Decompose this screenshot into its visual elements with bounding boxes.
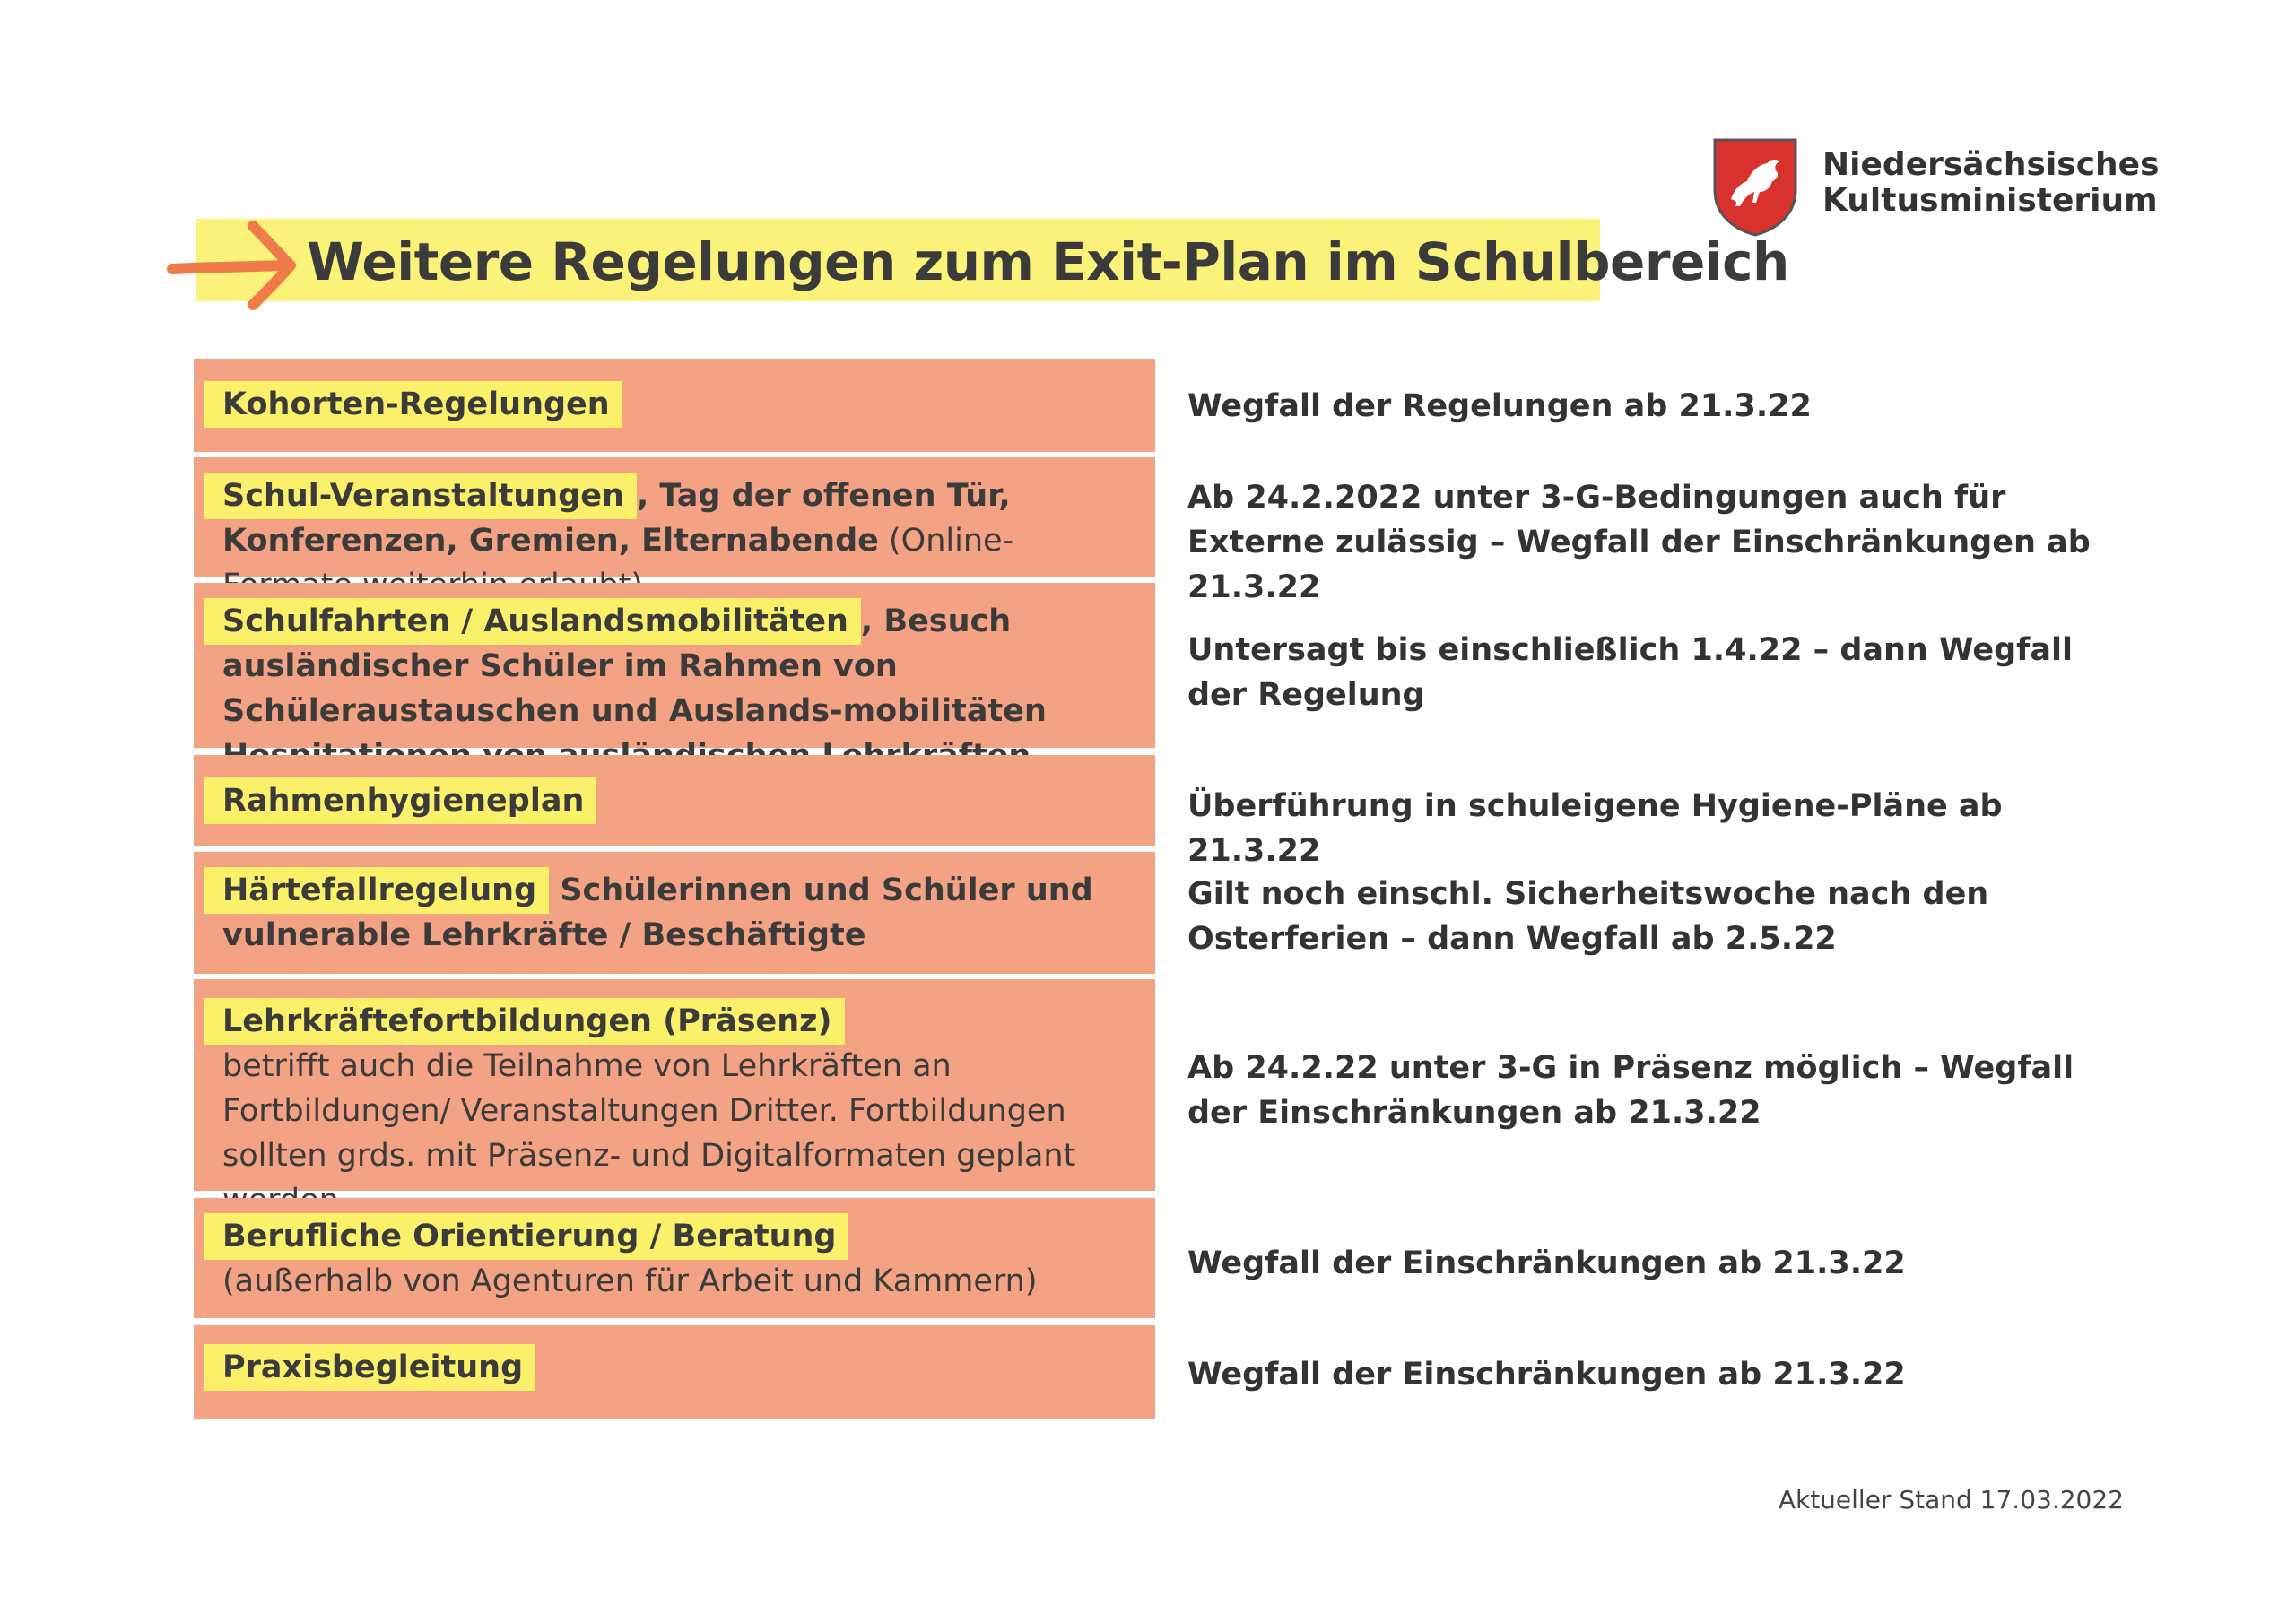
row-subjects: , Besuch ausländischer Schüler im Rahmen von Schüleraustauschen und Auslands-mobilitäten [222, 603, 1047, 729]
table-row [194, 1198, 1155, 1318]
table-row [194, 1325, 1155, 1419]
status-date: Aktueller Stand 17.03.2022 [1778, 1485, 2124, 1515]
row-status: Ab 24.2.22 unter 3-G in Präsenz möglich – Wegfall der Einschränkungen ab 21.3.22 [1187, 1050, 2074, 1131]
row-heading: Schul-Veranstaltungen [204, 473, 637, 519]
row-subjects: , Tag der offenen Tür, Konferenzen, Gremien, Elternabende [222, 478, 1011, 559]
ministry-logo [1711, 136, 2160, 239]
row-heading: Rahmenhygieneplan [204, 777, 596, 824]
row-status: Wegfall der Einschränkungen ab 21.3.22 [1187, 1245, 1906, 1281]
row-status: Gilt noch einschl. Sicherheitswoche nach den Osterferien – dann Wegfall ab 2.5.22 [1187, 876, 1989, 957]
row-note: (außerhalb von Agenturen für Arbeit und Kammern) [222, 1263, 1038, 1299]
row-heading: Berufliche Orientierung / Beratung [204, 1213, 848, 1260]
table-row [194, 359, 1155, 452]
row-heading: Lehrkräftefortbildungen (Präsenz) [204, 998, 845, 1045]
row-heading: Härtefallregelung [204, 867, 549, 914]
row-status: Ab 24.2.2022 unter 3-G-Bedingungen auch für Externe zulässig – Wegfall der Einschränkungen ab 21.3.22 [1187, 480, 2091, 605]
logo-line-1: Niedersächsisches [1822, 146, 2160, 183]
row-label [222, 868, 1137, 958]
row-heading: Kohorten-Regelungen [204, 381, 622, 428]
table-row [194, 583, 1155, 748]
row-note: (Online- [888, 523, 1014, 559]
row-heading: Schulfahrten / Auslandsmobilitäten [204, 598, 861, 645]
row-status: Überführung in schuleigene Hygiene-Pläne ab 21.3.22 [1187, 788, 2003, 869]
logo-line-2: Kultusministerium [1822, 182, 2158, 219]
row-label [222, 1345, 1137, 1390]
row-label [222, 382, 1137, 427]
table-row [194, 457, 1155, 577]
arrow-right-icon [167, 215, 301, 314]
row-subjects: Schülerinnen und Schüler und vulnerable Lehrkräfte / Beschäftigte [222, 872, 1093, 953]
row-label [222, 599, 1137, 778]
row-label [222, 778, 1137, 823]
logo-text [1822, 147, 2160, 219]
page-title: Weitere Regelungen zum Exit-Plan im Schulbereich [307, 231, 1789, 292]
row-heading: Praxisbegleitung [204, 1344, 535, 1391]
row-label [222, 1214, 1137, 1304]
row-status: Wegfall der Einschränkungen ab 21.3.22 [1187, 1357, 1906, 1393]
row-note: betrifft auch die Teilnahme von Lehrkräften an Fortbildungen/ Veranstaltungen Dritter. Fortbildungen sollten grds. mit Präsenz- und Digitalformaten geplant [222, 1048, 1076, 1174]
row-status: Wegfall der Regelungen ab 21.3.22 [1187, 388, 1812, 424]
table-row [194, 852, 1155, 974]
table-row [194, 755, 1155, 846]
row-status: Untersagt bis einschließlich 1.4.22 – dann Wegfall der Regelung [1187, 632, 2074, 713]
row-label [222, 999, 1137, 1223]
table-row [194, 979, 1155, 1191]
crest-icon [1711, 136, 1799, 239]
